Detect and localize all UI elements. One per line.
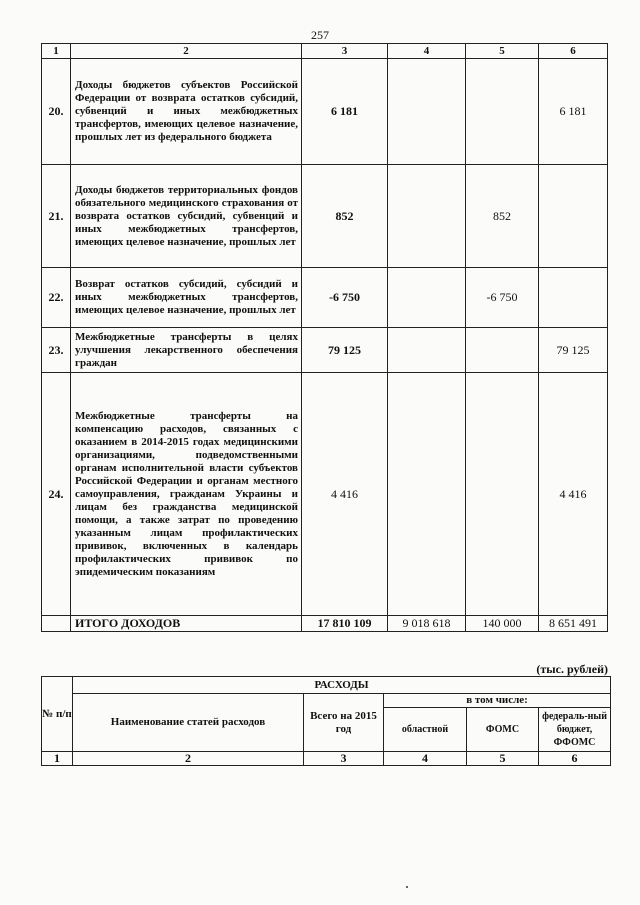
- total-value: 17 810 109: [302, 616, 388, 632]
- column-index: 1: [42, 752, 73, 766]
- expenses-title: РАСХОДЫ: [73, 677, 611, 694]
- row-name: Возврат остатков субсидий, субсидий и иных межбюджетных трансфертов, имеющих целевое назначение, прошлых лет: [71, 268, 302, 328]
- income-column-index-row: [42, 44, 608, 59]
- total-foms: 140 000: [466, 616, 539, 632]
- table-row: [42, 165, 608, 268]
- column-index: 5: [467, 752, 539, 766]
- row-regional: [388, 328, 466, 373]
- row-foms: 852: [466, 165, 539, 268]
- income-table: [41, 43, 608, 632]
- expenses-header-table: [41, 676, 611, 766]
- column-index: 4: [388, 44, 466, 59]
- total-regional: 9 018 618: [388, 616, 466, 632]
- row-regional: [388, 268, 466, 328]
- row-federal: [539, 268, 608, 328]
- row-federal: 4 416: [539, 373, 608, 616]
- including-header: в том числе:: [384, 694, 611, 708]
- row-number: 23.: [42, 328, 71, 373]
- column-regional-header: областной: [384, 708, 467, 752]
- row-number: 21.: [42, 165, 71, 268]
- row-number: 20.: [42, 59, 71, 165]
- row-total: 79 125: [302, 328, 388, 373]
- column-index: 3: [304, 752, 384, 766]
- table-row: [42, 328, 608, 373]
- scan-speck: [406, 886, 408, 888]
- row-regional: [388, 59, 466, 165]
- column-number-header: № п/п: [42, 677, 73, 752]
- row-foms: -6 750: [466, 268, 539, 328]
- row-number: 24.: [42, 373, 71, 616]
- column-index: 3: [302, 44, 388, 59]
- total-row: [42, 616, 608, 632]
- column-index: 2: [73, 752, 304, 766]
- total-row-spacer: [42, 616, 71, 632]
- row-federal: 79 125: [539, 328, 608, 373]
- column-index: 6: [539, 752, 611, 766]
- column-index: 6: [539, 44, 608, 59]
- row-total: 4 416: [302, 373, 388, 616]
- column-index: 1: [42, 44, 71, 59]
- row-regional: [388, 165, 466, 268]
- table-row: [42, 59, 608, 165]
- row-name: Доходы бюджетов территориальных фондов обязательного медицинского страхования от возврата остатков субсидий, субвенций и иных межбюджетных трансфертов, имеющих целевое назначение, прошлых лет: [71, 165, 302, 268]
- total-federal: 8 651 491: [539, 616, 608, 632]
- column-index: 5: [466, 44, 539, 59]
- table-row: [42, 373, 608, 616]
- row-federal: 6 181: [539, 59, 608, 165]
- column-foms-header: ФОМС: [467, 708, 539, 752]
- row-total: 852: [302, 165, 388, 268]
- row-name: Межбюджетные трансферты в целях улучшения лекарственного обеспечения граждан: [71, 328, 302, 373]
- total-label: ИТОГО ДОХОДОВ: [71, 616, 302, 632]
- expenses-column-index-row: [42, 752, 611, 766]
- table-row: [42, 268, 608, 328]
- row-regional: [388, 373, 466, 616]
- column-total-header: Всего на 2015 год: [304, 694, 384, 752]
- row-number: 22.: [42, 268, 71, 328]
- row-federal: [539, 165, 608, 268]
- page-number: 257: [311, 28, 329, 42]
- column-federal-header: федераль-ный бюджет, ФФОМС: [539, 708, 611, 752]
- row-foms: [466, 59, 539, 165]
- column-name-header: Наименование статей расходов: [73, 694, 304, 752]
- row-name: Межбюджетные трансферты на компенсацию расходов, связанных с оказанием в 2014-2015 годах медицинскими организациями, подведомственными органам исполнительной власти субъектов Российской Федерации и органам местного самоуправления, гражданам Украины и лицам без гражданства медицинской помощи, а также затрат по проведению указанным лицам профилактических прививок, включенных в календарь профилактических прививок по эпидемическим показаниям: [71, 373, 302, 616]
- column-index: 2: [71, 44, 302, 59]
- row-total: 6 181: [302, 59, 388, 165]
- units-note: (тыс. рублей): [536, 662, 608, 676]
- row-foms: [466, 373, 539, 616]
- row-foms: [466, 328, 539, 373]
- row-total: -6 750: [302, 268, 388, 328]
- column-index: 4: [384, 752, 467, 766]
- row-name: Доходы бюджетов субъектов Российской Федерации от возврата остатков субсидий, субвенций и иных межбюджетных трансфертов, имеющих целевое назначение, прошлых лет из федерального бюджета: [71, 59, 302, 165]
